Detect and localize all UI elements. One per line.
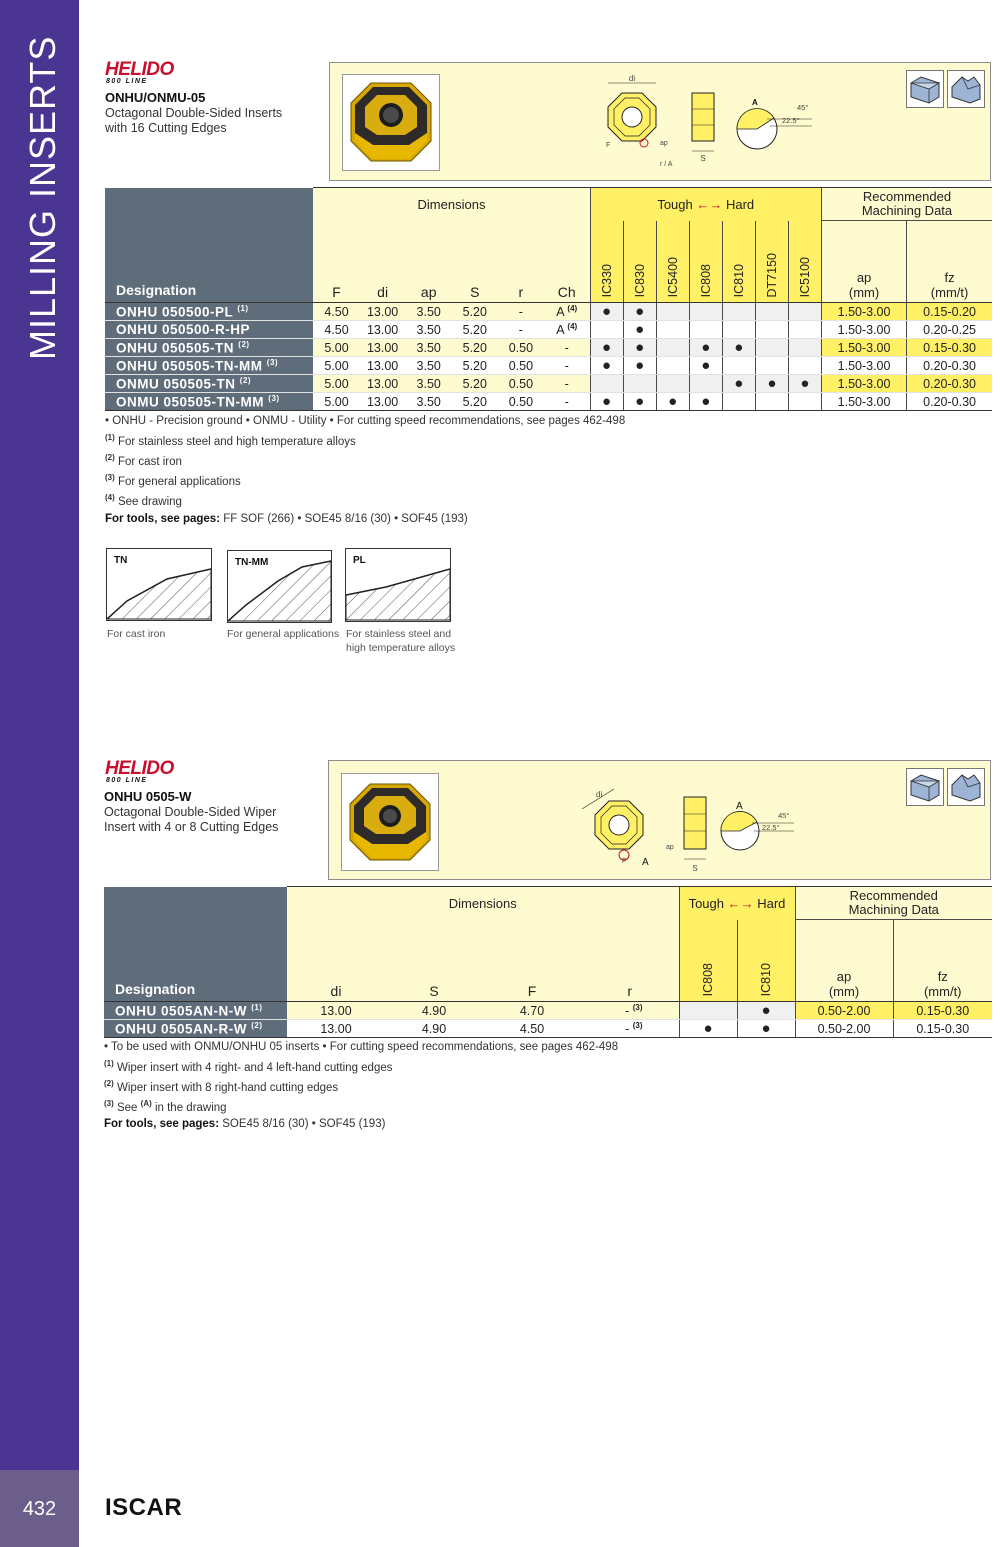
wiper-spec-table: Designation Dimensions Tough ←→ Hard Recommended Machining Data di S F r IC808 IC810 ap (mm) fz (mm/t) ONHU 0505AN-N-W $^{(1)}$ 13.00 4.90 4.70 - $^{(3)}$ ● 0.50-2.00 0.15-0.30 ONHU 0505AN-R-W $^{(2)}$ 13.00 4.90 4.50 - $^{(3)}$ ● ● 0.50-2.00 0.15-0.30 [104, 886, 992, 1038]
grade-cell: ● [722, 375, 755, 393]
wiper-profile-icon [947, 768, 985, 806]
dim-cell: - $^{(3)}$ [581, 1002, 679, 1020]
svg-text:F: F [622, 858, 627, 865]
grade-cell [722, 321, 755, 339]
dimensions-header: Dimensions [313, 188, 590, 221]
svg-text:di: di [596, 790, 603, 799]
dim-cell: 4.50 [313, 321, 359, 339]
logo-text-2: HELIDO [105, 758, 174, 779]
dim-cell: 0.50 [498, 339, 544, 357]
designation-cell: ONHU 050505-TN $^{(2)}$ [105, 339, 313, 357]
rec-fz-cell: 0.20-0.30 [907, 357, 992, 375]
dim-cell: - [544, 393, 590, 411]
dim-cell: A $^{(4)}$ [544, 321, 590, 339]
grade-cell [689, 303, 722, 321]
section-title: MILLING INSERTS [22, 35, 63, 360]
grade-cell: ● [689, 393, 722, 411]
recommended-header-2: Recommended Machining Data [795, 887, 992, 920]
dim-cell: 4.90 [385, 1020, 483, 1038]
brand-logo: ISCAR [105, 1494, 183, 1521]
dim-cell: - $^{(3)}$ [581, 1020, 679, 1038]
dim-cell: 5.00 [313, 339, 359, 357]
table-row [105, 357, 992, 375]
dim-cell: 5.00 [313, 375, 359, 393]
dim-cell: 5.20 [452, 393, 498, 411]
svg-text:45°: 45° [797, 103, 809, 112]
table-row [105, 321, 992, 339]
grade-cell: ● [755, 375, 788, 393]
logo-subtitle: 800 LINE [106, 78, 148, 85]
insert-shape-icon [906, 70, 944, 108]
table-row [105, 339, 992, 357]
dim-cell: - [498, 303, 544, 321]
wiper-technical-drawing [574, 779, 824, 874]
rec-ap-cell: 1.50-3.00 [821, 375, 906, 393]
svg-text:S: S [700, 154, 706, 163]
rec-ap-cell: 0.50-2.00 [795, 1020, 893, 1038]
grade-cell: ● [590, 339, 623, 357]
section2-notes: • To be used with ONMU/ONHU 05 inserts • For cutting speed recommendations, see pages 462-498 $^{(1)}$ Wiper insert with 4 right- and 4 left-hand cutting edges $^{(2)}$ Wiper insert with 8 right-hand cutting edges $^{(3)}$ See $^{(A)}$ in the drawing For tools, see pages: SOE45 8/16 (30) • SOF45 (193) [104, 1041, 619, 1131]
dim-cell: 5.20 [452, 375, 498, 393]
svg-text:ap: ap [660, 140, 668, 147]
dim-cell: 13.00 [360, 357, 406, 375]
svg-text:A: A [736, 801, 743, 812]
rec-fz-cell: 0.20-0.30 [907, 393, 992, 411]
dim-cell: 5.20 [452, 321, 498, 339]
dim-cell: 4.90 [385, 1002, 483, 1020]
chipbreaker-tn-caption: For cast iron [107, 628, 166, 640]
grade-cell: ● [623, 339, 656, 357]
grade-cell [656, 375, 689, 393]
insert-drawing-panel [329, 62, 991, 181]
dim-cell: 0.50 [498, 375, 544, 393]
chipbreaker-pl: PL [345, 548, 451, 622]
grade-cell: ● [788, 375, 821, 393]
grade-cell: ● [590, 357, 623, 375]
rec-fz-cell: 0.20-0.30 [907, 375, 992, 393]
dim-cell: 13.00 [360, 303, 406, 321]
svg-text:45°: 45° [778, 811, 790, 820]
grade-cell [755, 339, 788, 357]
svg-text:A: A [642, 857, 649, 868]
grade-cell [755, 393, 788, 411]
dim-cell: 5.00 [313, 357, 359, 375]
dim-cell: 3.50 [406, 339, 452, 357]
dimensions-header-2: Dimensions [287, 887, 679, 920]
dim-cell: 3.50 [406, 321, 452, 339]
grade-header-2: Tough ←→ Hard [679, 887, 795, 920]
rec-fz-cell: 0.15-0.20 [907, 303, 992, 321]
grade-cell: ● [679, 1020, 737, 1038]
product-title-2: ONHU 0505-W [104, 789, 192, 804]
table-row [104, 1002, 992, 1020]
designation-cell: ONHU 050500-R-HP [105, 321, 313, 339]
grade-cell [755, 321, 788, 339]
grade-cell [722, 393, 755, 411]
grade-cell: ● [689, 357, 722, 375]
grade-cell [590, 375, 623, 393]
grade-cell [722, 357, 755, 375]
dim-cell: 3.50 [406, 375, 452, 393]
rec-fz-cell: 0.15-0.30 [893, 1002, 992, 1020]
rec-fz-cell: 0.15-0.30 [893, 1020, 992, 1038]
dim-cell: - [544, 339, 590, 357]
dim-cell: 13.00 [360, 339, 406, 357]
svg-text:r / A: r / A [660, 161, 673, 168]
table-row [105, 375, 992, 393]
dim-cell: 0.50 [498, 393, 544, 411]
dim-cell: 13.00 [287, 1020, 385, 1038]
rec-fz-cell: 0.20-0.25 [907, 321, 992, 339]
section1-notes: • ONHU - Precision ground • ONMU - Utility • For cutting speed recommendations, see pages 462-498 $^{(1)}$ For stainless steel and high temperature alloys $^{(2)}$ For cast iron $^{(3)}$ For general applications $^{(4)}$ See drawing For tools, see pages: FF SOF (266) • SOE45 8/16 (30) • SOF45 (193) [105, 415, 626, 525]
dim-cell: 13.00 [360, 393, 406, 411]
grade-cell [656, 339, 689, 357]
designation-header-2: Designation [104, 887, 287, 1002]
designation-cell: ONHU 0505AN-N-W $^{(1)}$ [104, 1002, 287, 1020]
grade-cell [656, 357, 689, 375]
grade-cell [656, 321, 689, 339]
dim-cell: 3.50 [406, 357, 452, 375]
insert-profile-icon [947, 70, 985, 108]
recommended-header: Recommended Machining Data [821, 188, 992, 221]
svg-text:S: S [692, 864, 698, 873]
grade-cell: ● [590, 303, 623, 321]
grade-cell [788, 303, 821, 321]
grade-cell [689, 321, 722, 339]
dim-cell: 13.00 [360, 375, 406, 393]
grade-cell [722, 303, 755, 321]
designation-cell: ONHU 0505AN-R-W $^{(2)}$ [104, 1020, 287, 1038]
grade-cell [623, 375, 656, 393]
chipbreaker-tn-mm: TN-MM [227, 550, 332, 623]
dim-cell: 3.50 [406, 303, 452, 321]
designation-cell: ONMU 050505-TN $^{(2)}$ [105, 375, 313, 393]
product-title: ONHU/ONMU-05 [105, 90, 206, 105]
dim-cell: 5.20 [452, 339, 498, 357]
grade-cell: ● [623, 303, 656, 321]
rec-ap-cell: 0.50-2.00 [795, 1002, 893, 1020]
grade-cell [788, 321, 821, 339]
grade-cell [788, 393, 821, 411]
grade-cell: ● [689, 339, 722, 357]
grade-cell: ● [656, 393, 689, 411]
dim-cell: - [544, 375, 590, 393]
wiper-drawing-panel [328, 760, 991, 880]
designation-header: Designation [105, 188, 313, 303]
grade-cell: ● [590, 393, 623, 411]
grade-cell: ● [623, 321, 656, 339]
dim-cell: 13.00 [287, 1002, 385, 1020]
product-description: Octagonal Double-Sided Inserts with 16 Cutting Edges [105, 106, 283, 135]
dim-cell: 13.00 [360, 321, 406, 339]
product-description-2: Octagonal Double-Sided Wiper Insert with 4 or 8 Cutting Edges [104, 805, 279, 834]
dim-cell: 5.20 [452, 357, 498, 375]
insert-photo [342, 74, 440, 171]
designation-cell: ONHU 050505-TN-MM $^{(3)}$ [105, 357, 313, 375]
dim-cell: 5.00 [313, 393, 359, 411]
table-row [104, 1020, 992, 1038]
page-number: 432 [22, 1498, 57, 1520]
logo-text: HELIDO [105, 59, 174, 80]
designation-cell: ONMU 050505-TN-MM $^{(3)}$ [105, 393, 313, 411]
svg-text:22.5°: 22.5° [762, 823, 780, 832]
svg-text:di: di [628, 74, 636, 83]
grade-cell [788, 339, 821, 357]
grade-cell: ● [737, 1002, 795, 1020]
grade-cell [679, 1002, 737, 1020]
wiper-insert-photo [341, 773, 439, 871]
rec-ap-cell: 1.50-3.00 [821, 339, 906, 357]
grade-cell: ● [737, 1020, 795, 1038]
grade-cell: ● [722, 339, 755, 357]
dim-cell: 3.50 [406, 393, 452, 411]
rec-fz-cell: 0.15-0.30 [907, 339, 992, 357]
grade-cell [755, 303, 788, 321]
dim-cell: 4.50 [313, 303, 359, 321]
svg-text:22.5°: 22.5° [782, 116, 800, 125]
chipbreaker-pl-caption: For stainless steel and high temperature alloys [346, 628, 456, 654]
grade-header: Tough ←→ Hard [590, 188, 821, 221]
chipbreaker-tn-mm-caption: For general applications [227, 628, 340, 640]
rec-ap-cell: 1.50-3.00 [821, 303, 906, 321]
dim-cell: - [498, 321, 544, 339]
grade-cell [656, 303, 689, 321]
dim-cell: 0.50 [498, 357, 544, 375]
rec-ap-cell: 1.50-3.00 [821, 393, 906, 411]
dim-cell: - [544, 357, 590, 375]
dim-cell: A $^{(4)}$ [544, 303, 590, 321]
wiper-shape-icon [906, 768, 944, 806]
grade-cell: ● [623, 393, 656, 411]
grade-cell [755, 357, 788, 375]
grade-cell [788, 357, 821, 375]
grade-cell [689, 375, 722, 393]
chipbreaker-tn: TN [106, 548, 212, 621]
dim-cell: 4.70 [483, 1002, 581, 1020]
insert-technical-drawing [592, 73, 822, 173]
table-row [105, 393, 992, 411]
rec-ap-cell: 1.50-3.00 [821, 357, 906, 375]
logo-subtitle-2: 800 LINE [106, 777, 148, 784]
svg-text:F: F [606, 142, 611, 149]
svg-text:ap: ap [666, 844, 674, 851]
onhu-spec-table: Designation Dimensions Tough ←→ Hard Recommended Machining Data F di ap S r Ch IC330 IC830 IC5400 IC808 IC810 DT7150 IC5100 ap (mm) fz (mm/t) ONHU 050500-PL $^{(1)}$ 4.50 13.00 3.50 5.20 - A $^{(4)}$ ● ● 1.50-3.00 0.15-0.20 ONHU 050500-R-HP 4.50 13.00 3.50 5.20 - A $^{(4)}$ ● 1.50-3.00 0.20-0.25 ONHU 050505-TN $^{(2)}$ 5.00 13.00 3.50 5.20 0.50 - ● ● ● ● 1.50-3.00 0.15-0.30 ONHU 050505-TN-MM $^{(3)}$ 5.00 13.00 3.50 5.20 0.50 - ● ● ● 1.50-3.00 0.20-0.30 ONMU 050505-TN $^{(2)}$ 5.00 13.00 3.50 5.20 0.50 - ● ● ● 1.50-3.00 0.20-0.30 ONMU 050505-TN-MM $^{(3)}$ 5.00 13.00 3.50 5.20 0.50 - ● ● ● ● 1.50-3.00 0.20-0.30 [105, 187, 992, 411]
rec-ap-cell: 1.50-3.00 [821, 321, 906, 339]
dim-cell: 4.50 [483, 1020, 581, 1038]
svg-text:A: A [752, 98, 758, 107]
grade-cell: ● [623, 357, 656, 375]
designation-cell: ONHU 050500-PL $^{(1)}$ [105, 303, 313, 321]
grade-cell [590, 321, 623, 339]
dim-cell: 5.20 [452, 303, 498, 321]
table-row [105, 303, 992, 321]
